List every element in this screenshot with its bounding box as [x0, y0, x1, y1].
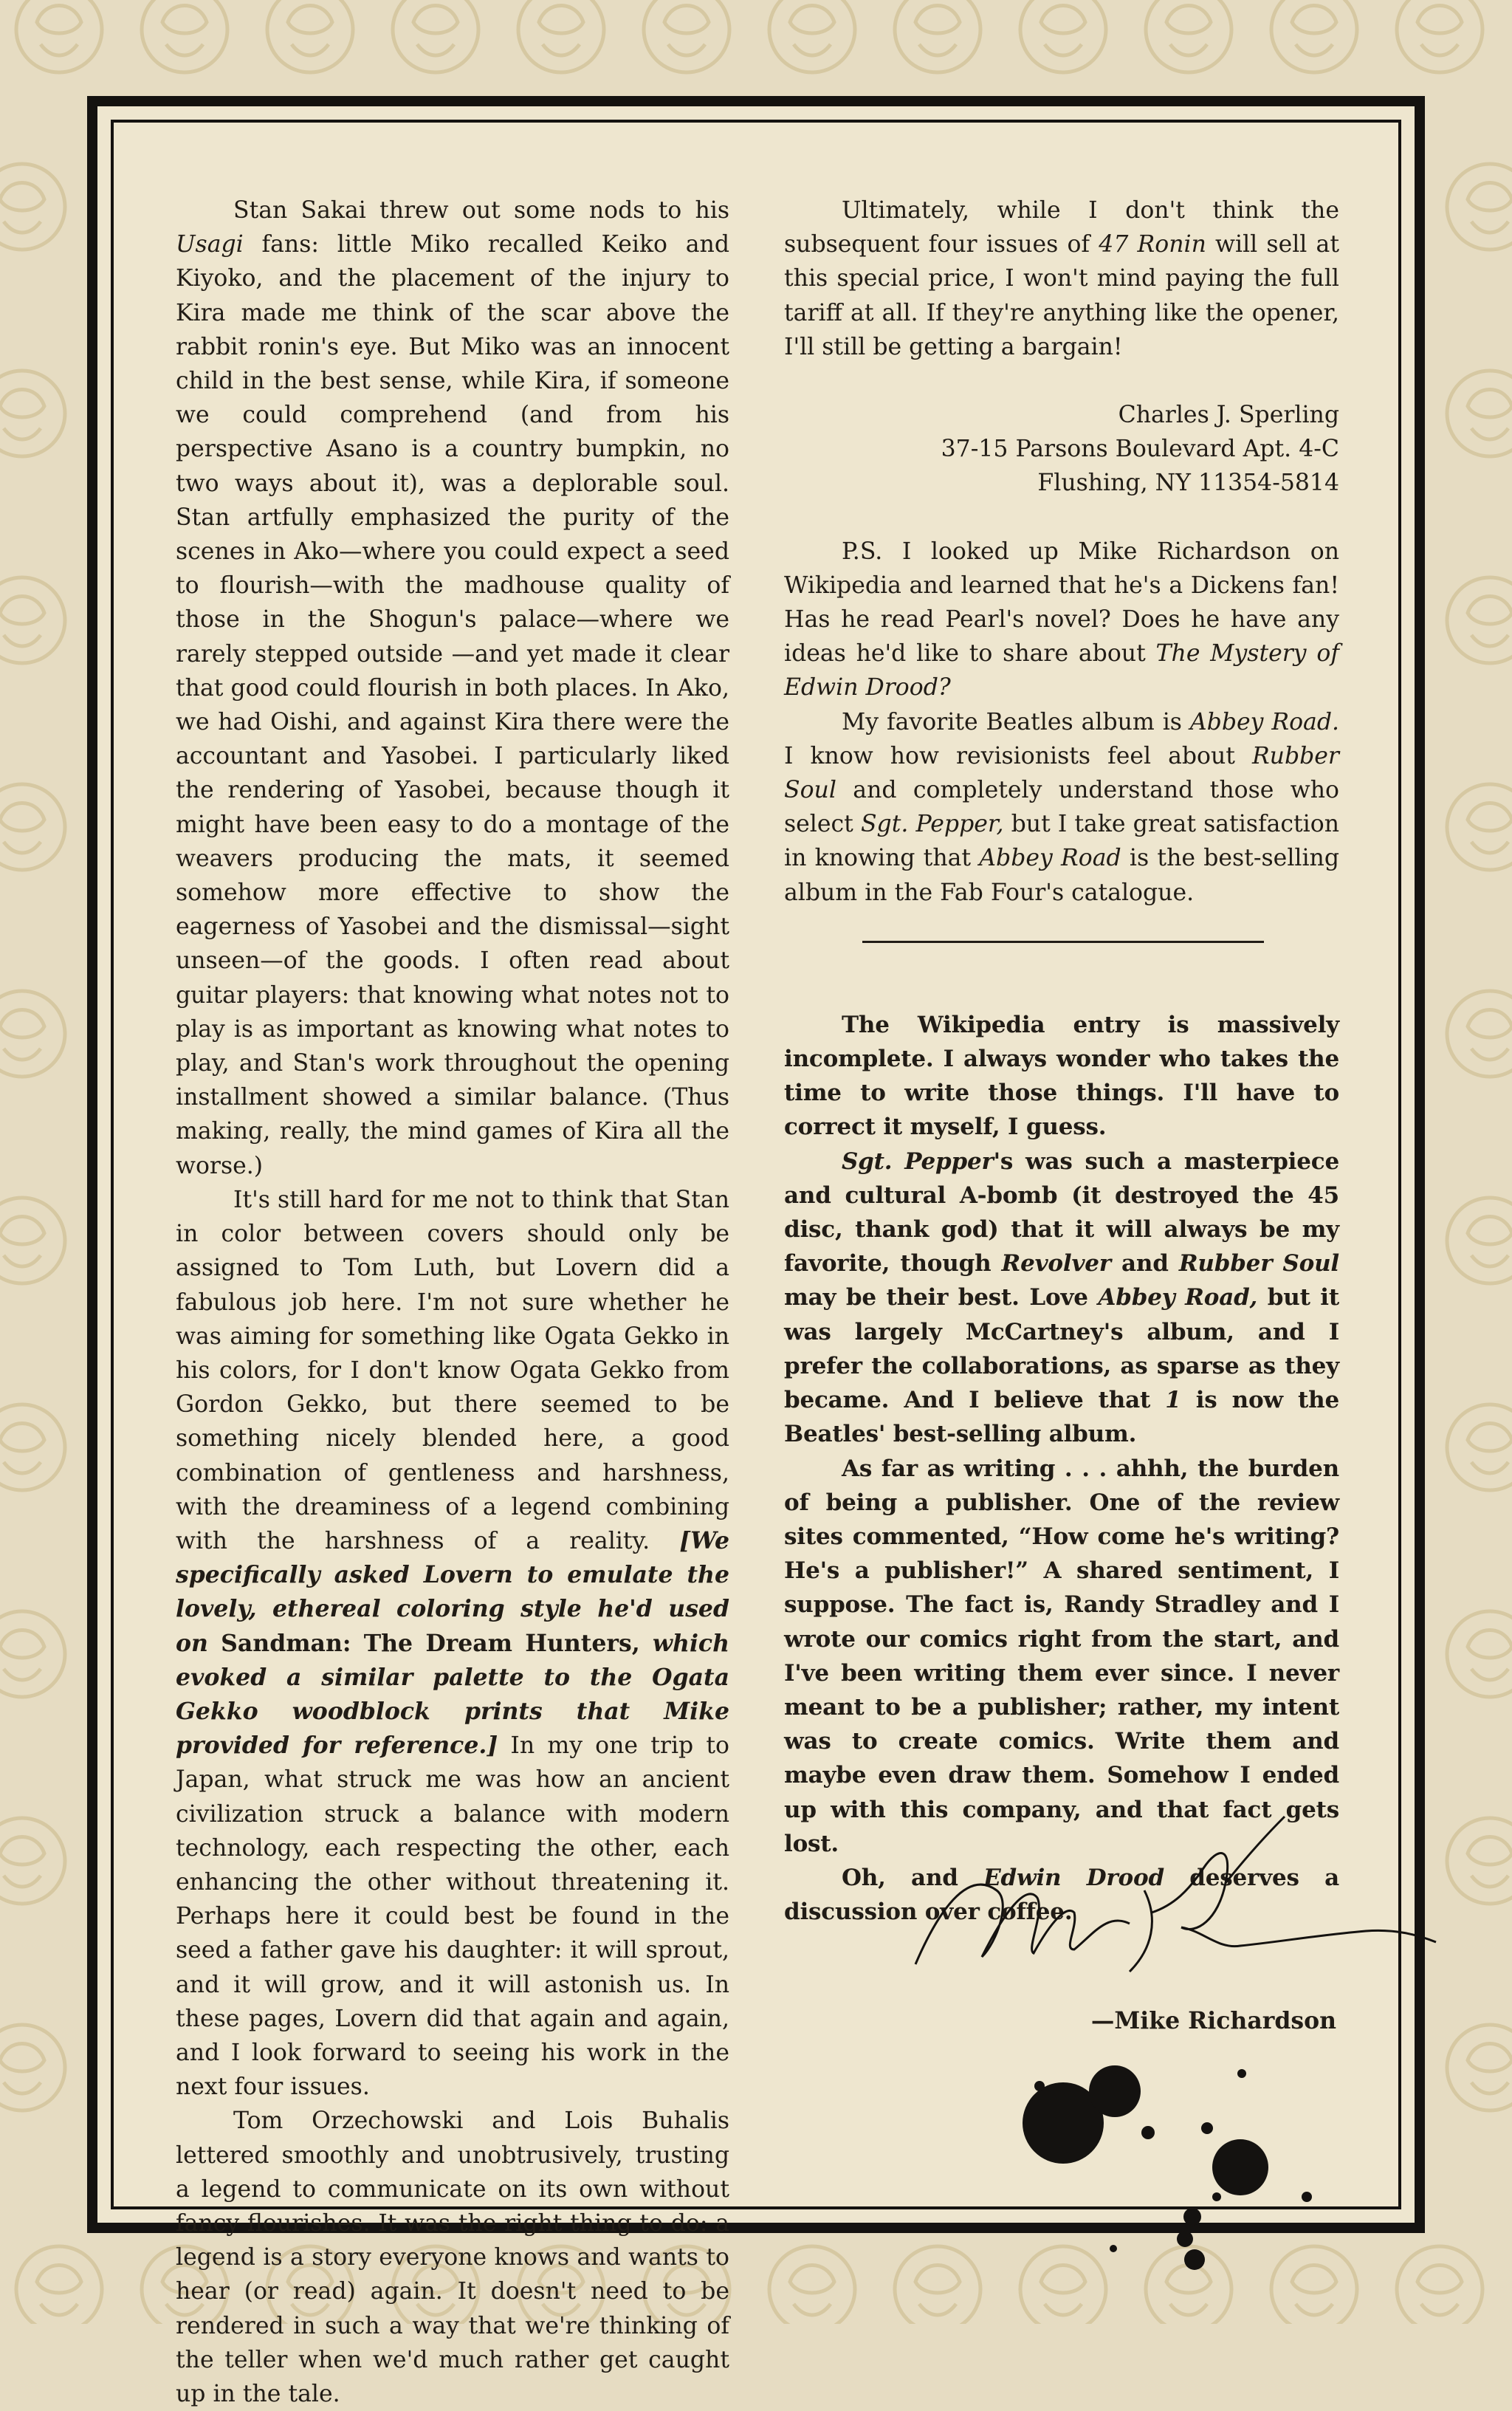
reply-paragraph: Oh, and Edwin Drood deserves a discussion over coffee. — [784, 1864, 1339, 1926]
sender-name: Charles J. Sperling — [1118, 402, 1339, 429]
postscript-paragraph: P.S. I looked up Mike Richardson on Wikipedia and learned that he's a Dickens fan! Has he read Pearl's novel? Does he have any ideas he'd like to share about The Mystery of Edwin Drood? — [784, 538, 1339, 702]
letter-right-column — [784, 193, 1339, 1929]
reply-paragraph: As far as writing . . . ahhh, the burden of being a publisher. One of the review sites commented, “How come he's writing? He's a publisher!” A shared sentiment, I suppose. The fact is, Randy Stradley and I wrote our comics right from the start, and I've been writing them ever since. I never meant to be a publisher; rather, my intent was to create comics. Write them and maybe even draw them. Somehow I ended up with this company, and that fact gets lost. — [784, 1455, 1339, 1857]
letter-paragraph: It's still hard for me not to think that Stan in color between covers should only be assigned to Tom Luth, but Lovern did a fabulous job here. I'm not sure whether he was aiming for something like Ogata Gekko in his colors, for I don't know Ogata Gekko from Gordon Gekko, but there seemed to be something nicely blended here, a good combination of gentleness and harshness, with the dreaminess of a legend combining with the harshness of a reality. [We specifically asked Lovern to emulate the lovely, ethereal coloring style he'd used on Sandman: The Dream Hunters, which evoked a similar palette to the Ogata Gekko woodblock prints that Mike provided for reference.] In my one trip to Japan, what struck me was how an ancient civilization struck a balance with modern technology, each respecting the other, each enhancing the other without threatening it. Perhaps here it could best be found in the seed a father gave his daughter: it will sprout, and it will grow, and it will astonish us. In these pages, Lovern did that again and again, and I look forward to seeing his work in the next four issues. — [176, 1186, 729, 2101]
reply-signature-name: —Mike Richardson — [1090, 2007, 1336, 2034]
sender-address-line1: 37-15 Parsons Boulevard Apt. 4-C — [941, 436, 1339, 463]
section-divider — [862, 941, 1264, 943]
reply-paragraph: The Wikipedia entry is massively incomplete. I always wonder who takes the time to write those things. I'll have to correct it myself, I guess. — [784, 1011, 1339, 1141]
editor-reply — [784, 1008, 1339, 1929]
letter-left-column — [176, 193, 729, 2411]
sender-block — [784, 398, 1339, 501]
sender-address-line2: Flushing, NY 11354-5814 — [1037, 470, 1339, 497]
editor-note: [We specifically asked Lovern to emulate the lovely, ethereal coloring style he'd used on Sandman: The Dream Hunters, which evoked a similar palette to the Ogata Gekko woodblock prints that Mike provided for reference.] — [176, 1526, 729, 1760]
handwritten-signature — [908, 1802, 1440, 1986]
letter-paragraph: Stan Sakai threw out some nods to his Usagi fans: little Miko recalled Keiko and Kiyoko, and the placement of the injury to Kira made me think of the scar above the rabbit ronin's eye. But Miko was an innocent child in the best sense, while Kira, if someone we could comprehend (and from his perspective Asano is a country bumpkin, no two ways about it), was a deplorable soul. Stan artfully emphasized the purity of the scenes in Ako—where you could expect a seed to flourish—with the madhouse quality of those in the Shogun's palace—where we rarely stepped outside —and yet made it clear that good could flourish in both places. In Ako, we had Oishi, and against Kira there were the accountant and Yasobei. I particularly liked the rendering of Yasobei, because though it might have been easy to do a montage of the weavers producing the mats, it seemed somehow more effective to show the eagerness of Yasobei and the dismissal—sight unseen—of the goods. I often read about guitar players: that knowing what notes not to play is as important as knowing what notes to play, and Stan's work throughout the opening installment showed a similar balance. (Thus making, really, the mind games of Kira all the worse.) — [176, 197, 729, 1179]
letter-paragraph: Tom Orzechowski and Lois Buhalis lettered smoothly and unobtrusively, trusting a legend to communicate on its own without fancy flourishes. It was the right thing to do: a legend is a story everyone knows and wants to hear (or read) again. It doesn't need to be rendered in such a way that we're thinking of the teller when we'd much rather get caught up in the tale. — [176, 2108, 729, 2407]
letter-paragraph: My favorite Beatles album is Abbey Road. I know how revisionists feel about Rubber Soul and completely understand those who select Sgt. Pepper, but I take great satisfaction in knowing that Abbey Road is the best-selling album in the Fab Four's catalogue. — [784, 708, 1340, 906]
ink-splatter — [1004, 2045, 1336, 2319]
letter-paragraph: Ultimately, while I don't think the subsequent four issues of 47 Ronin will sell at this special price, I won't mind paying the full tariff at all. If they're anything like the opener, I'll still be getting a bargain! — [784, 197, 1339, 360]
reply-paragraph: Sgt. Pepper's was such a masterpiece and cultural A-bomb (it destroyed the 45 disc, thank god) that it will always be my favorite, though Revolver and Rubber Soul may be their best. Love Abbey Road, but it was largely McCartney's album, and I prefer the collaborations, as sparse as they became. And I believe that 1 is now the Beatles' best-selling album. — [784, 1148, 1340, 1448]
